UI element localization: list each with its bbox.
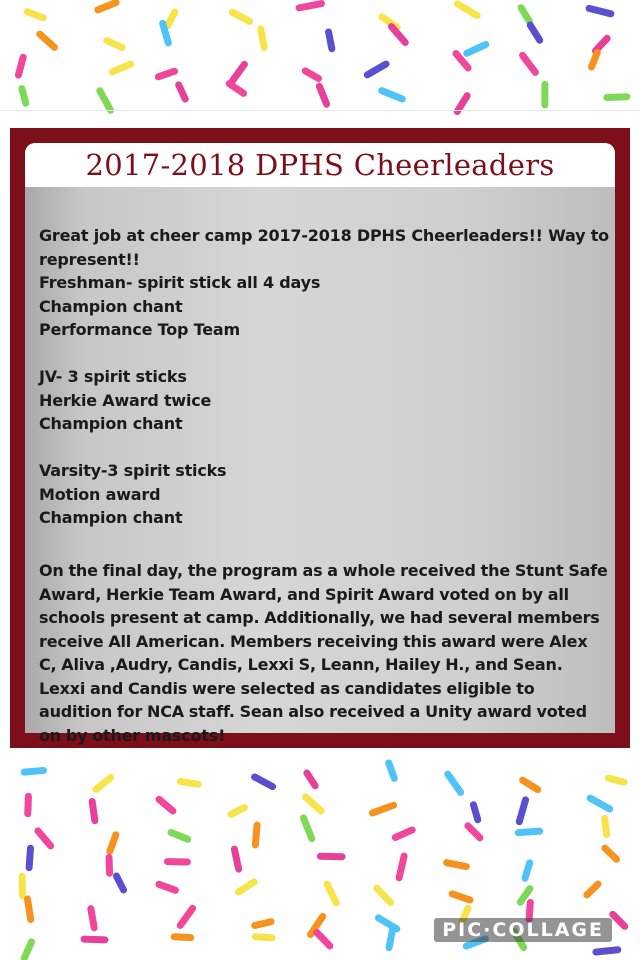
sprinkle [228,8,255,27]
card-title: 2017-2018 DPHS Cheerleaders [85,148,555,182]
sprinkle [377,86,407,103]
sprinkle [171,933,195,941]
sprinkle [91,772,116,794]
sprinkle [18,84,30,107]
sprinkle [299,813,317,843]
sprinkle [302,768,320,790]
sprinkle [368,801,398,818]
closing-paragraph: On the final day, the program as a whole received the Stunt Safe Award, Herkie Team Award, and Spirit Award voted on by all schools present at camp. Additionally, we had several members receive All American. Members receiving this award were Alex C, Aliva ,Audry, Candis, Lexxi S, Leann, Hailey H., and Sean. Lexxi and Candis were selected as candidates eligible to audition for NCA staff. Sean also received a Unity award voted on by other mascots! [39,561,608,745]
jv-line: Herkie Award twice [39,390,212,410]
sprinkle [315,82,331,109]
sprinkle [372,883,396,907]
sprinkle [469,800,482,824]
sprinkle [252,933,276,942]
sprinkle [515,796,530,826]
sprinkle [234,877,259,897]
sprinkle [112,871,129,894]
letter-photo [25,187,615,745]
sprinkle [514,827,543,836]
varsity-line: Champion chant [39,508,183,527]
sprinkle [604,774,628,787]
sprinkle [592,946,622,956]
sprinkle [362,59,390,79]
sprinkle [230,845,243,873]
sprinkle [167,828,193,844]
sprinkle [600,843,621,864]
sprinkle [33,826,56,851]
sprinkle [443,859,471,871]
divider-top [0,110,640,111]
sprinkle [521,858,534,882]
sprinkle [448,889,475,904]
spacer [39,342,609,366]
sprinkle-pattern-top-graphic [0,0,640,110]
sprinkle [453,0,482,20]
sprinkle [88,798,99,825]
sprinkle [108,60,135,77]
sprinkle [226,803,249,819]
sprinkle-pattern-top [0,0,640,110]
spacer [39,436,609,460]
sprinkle [317,853,346,860]
sprinkle [300,66,323,83]
sprinkle [102,36,127,52]
sprinkle [324,28,335,53]
sprinkle [251,918,276,930]
sprinkle [312,927,335,950]
sprinkle [23,7,48,22]
sprinkle [587,48,602,72]
freshman-line: Champion chant [39,296,183,316]
sprinkle [518,775,543,794]
sprinkle [154,794,178,815]
sprinkle [391,825,417,842]
sprinkle [601,815,611,839]
freshman-line: Performance Top Team [39,320,240,339]
sprinkle [105,854,113,877]
intro-text: Great job at cheer camp 2017-2018 DPHS Cheerleaders!! Way to represent!! [39,226,609,269]
sprinkle [80,936,108,944]
sprinkle [105,830,120,856]
sprinkle [20,767,47,776]
sprinkle [154,880,180,895]
sprinkle [35,29,60,52]
sprinkle [250,772,277,791]
sprinkle [257,25,269,52]
sprinkle [374,913,402,934]
sprinkle [19,873,26,899]
sprinkle [175,903,197,930]
sprinkle [174,80,190,103]
sprinkle [93,0,120,14]
sprinkle [525,20,544,45]
jv-line: Champion chant [39,414,183,433]
sprinkle [385,923,397,951]
sprinkle [463,821,485,843]
sprinkle [24,793,32,818]
sprinkle [164,858,191,865]
sprinkle [462,40,490,58]
sprinkle [452,91,472,117]
sprinkle [585,4,615,18]
letter-text [39,224,609,747]
sprinkle [154,67,179,81]
sprinkle [384,758,399,782]
post-frame [10,128,630,748]
sprinkle [252,821,261,848]
sprinkle [87,905,98,932]
sprinkle [301,792,326,816]
pic-collage-watermark: PIC·COLLAGE [434,918,612,942]
sprinkle [582,879,603,900]
sprinkle [585,793,614,813]
sprinkle [443,769,466,797]
sprinkle [224,79,248,98]
sprinkle [322,879,341,907]
sprinkle [25,844,34,871]
sprinkle [295,0,326,12]
sprinkle [603,93,630,101]
freshman-line: Freshman- spirit stick all 4 days [39,273,321,292]
sprinkle [14,53,27,79]
post-card [25,143,615,745]
sprinkle [395,852,408,882]
sprinkle [176,777,202,788]
sprinkle [19,937,36,960]
jv-line: JV- 3 spirit sticks [39,367,187,386]
varsity-line: Motion award [39,484,161,504]
varsity-line: Varsity-3 spirit sticks [39,461,227,480]
sprinkle [518,50,541,77]
spacer [39,530,609,554]
sprinkle [541,81,548,109]
sprinkle [23,895,34,924]
